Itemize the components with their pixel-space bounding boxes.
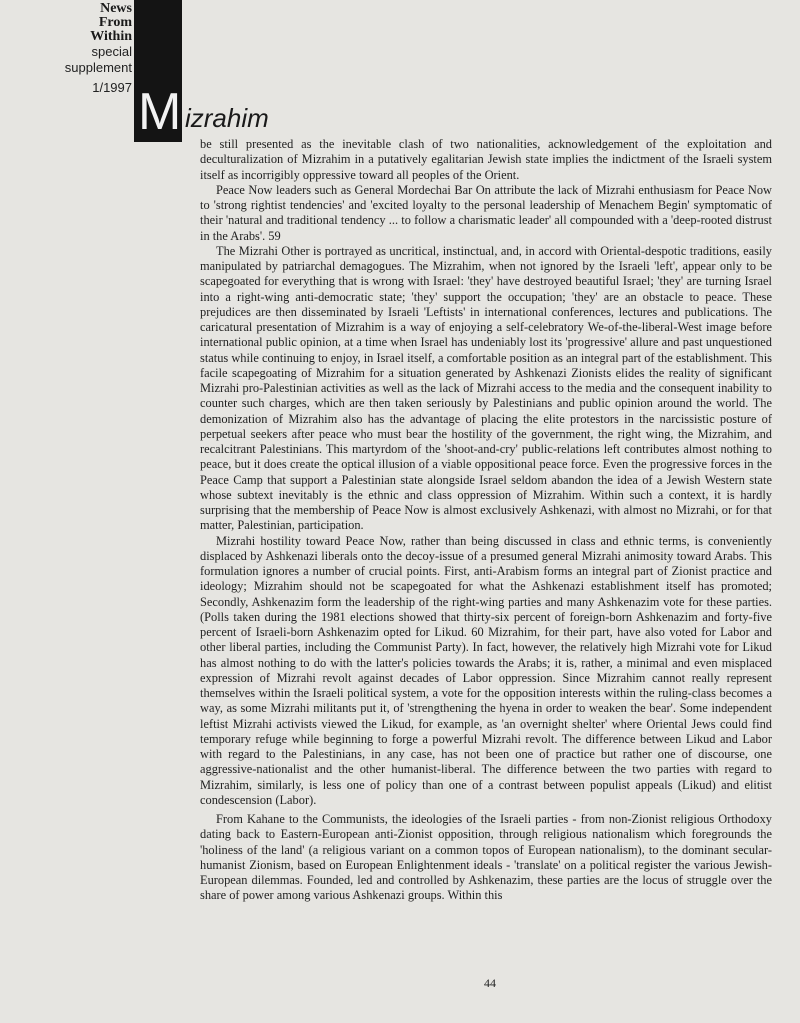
- paragraph-4: Mizrahi hostility toward Peace Now, rather than being discussed in class and ethnic terms, is conveniently displaced by Ashkenazi liberals onto the decoy-issue of a presumed general Mizrahi animosity toward Arabs. This formulation ignores a number of crucial points. First, anti-Arabism forms an integral part of Zionist practice and ideology; Mizrahim should not be scapegoated for what the Ashkenazi establishment itself has promoted; Secondly, Ashkenazim form the leadership of the right-wing parties and many Ashkenazim vote for these parties. (Polls taken during the 1981 elections showed that thirty-six percent of foreign-born Ashkenazim and forty-five percent of Israeli-born Ashkenazim opted for Likud. 60 Mizrahim, for their part, have also voted for Labor and other liberal parties, including the Communist Party). In fact, however, the relatively high Mizrahi vote for Likud has almost nothing to do with the latter's policies towards the Arabs; it is, rather, a minimal and even misplaced expression of Mizrahi revolt against decades of Labor oppression. Since Mizrahim cannot really represent themselves within the Israeli political system, a vote for the opposition interests within the ruling-class becomes a way, as some Mizrahi militants put it, of 'strengthening the hyena in order to weaken the bear'. Some independent leftist Mizrahi activists viewed the Likud, for example, as 'an overnight shelter' where Oriental Jews could find temporary refuge while beginning to forge a powerful Mizrahi revolt. The difference between Likud and Labor with regard to the Palestinians, in any case, has not been one of practice but rather one of discourse, one aggressive-nationalist and the other humanist-liberal. The difference between the two parties with regard to Mizrahim, similarly, is less one of policy than one of a contrast between populist appeals (Likud) and elitist condescension (Labor).: [200, 533, 772, 807]
- masthead-line-within: Within: [90, 29, 132, 44]
- paragraph-5: From Kahane to the Communists, the ideologies of the Israeli parties - from non-Zionist religious Orthodoxy dating back to Eastern-European anti-Zionist opposition, through religious nationalism which foregrounds the 'holiness of the land' (a religious variant on a common topos of European nationalism), to the dominant secular-humanist Zionism, based on European Enlightenment ideals - 'translate' on a political register the various Jewish-European dilemmas. Founded, led and controlled by Ashkenazim, these parties are the locus of struggle over the share of power among various Ashkenazi groups. Within this: [200, 812, 772, 903]
- article-body: [200, 137, 772, 904]
- paragraph-3: The Mizrahi Other is portrayed as uncritical, instinctual, and, in accord with Oriental-despotic traditions, easily manipulated by patriarchal demagogues. The Mizrahim, when not ignored by the Israeli 'left', appear only to be scapegoated for everything that is wrong with Israel: 'they' have destroyed beautiful Israel; 'they' are turning Israel into a right-wing anti-democratic state; 'they' support the occupation; 'they' are an obstacle to peace. These prejudices are then disseminated by Israeli 'Leftists' in international conferences, lectures and publications. The caricatural presentation of Mizrahim is a way of enjoying a self-celebratory We-of-the-liberal-West image before international public opinion, at a time when Israel has undeniably lost its 'progressive' allure and past unquestioned status while continuing to enjoy, in Israel itself, a comfortable position as an integral part of the establishment. This facile scapegoating of Mizrahim for a situation generated by Ashkenazi Zionists elides the reality of significant Mizrahi pro-Palestinian activities as well as the lack of Mizrahi access to the media and the consequent inability to counter such charges, which are then taken seriously by Palestinians and public opinion around the world. The demonization of Mizrahim also has the advantage of placing the elite protestors in the narcissistic posture of perpetual seekers after peace who must bear the hostility of the government, the right wing, the Mizrahim, and recalcitrant Palestinians. This martyrdom of the 'shoot-and-cry' public-relations left contributes almost nothing to peace, but it does create the optical illusion of a viable oppositional peace force. Even the progressive forces in the Peace Camp that support a Palestinian state alongside Israel seldom abandon the idea of a Jewish Western state whose subtext inevitably is the ethnic and class oppression of Mizrahim. Within such a context, it is hardly surprising that the membership of Peace Now is almost exclusively Ashkenazi, with almost no Mizrahi, or for that matter, Palestinian, participation.: [200, 243, 772, 533]
- article-heading: izrahim: [185, 103, 269, 133]
- masthead-special: special: [91, 44, 132, 59]
- heading-initial-letter: M: [138, 83, 182, 141]
- masthead-supplement: supplement: [64, 60, 132, 75]
- masthead-line-from: From: [98, 15, 132, 30]
- paragraph-2: Peace Now leaders such as General Mordechai Bar On attribute the lack of Mizrahi enthusiasm for Peace Now to 'strong rightist tendencies' and 'excited loyalty to the personal leadership of Menachem Begin' symptomatic of their 'natural and traditional tendency ... to follow a charismatic leader' all compounded with a 'deep-rooted distrust in the Arabs'. 59: [200, 182, 772, 243]
- masthead-line-news: News: [100, 1, 132, 16]
- paragraph-1: be still presented as the inevitable clash of two nationalities, acknowledgement of the exploitation and deculturalization of Mizrahim in a putatively egalitarian Jewish state implies the indictment of the Israeli system itself as incorrigibly oppressive toward all peoples of the Orient.: [200, 137, 772, 182]
- masthead-issue-date: 1/1997: [92, 80, 132, 95]
- page-number: 44: [484, 976, 496, 990]
- masthead: [40, 2, 132, 96]
